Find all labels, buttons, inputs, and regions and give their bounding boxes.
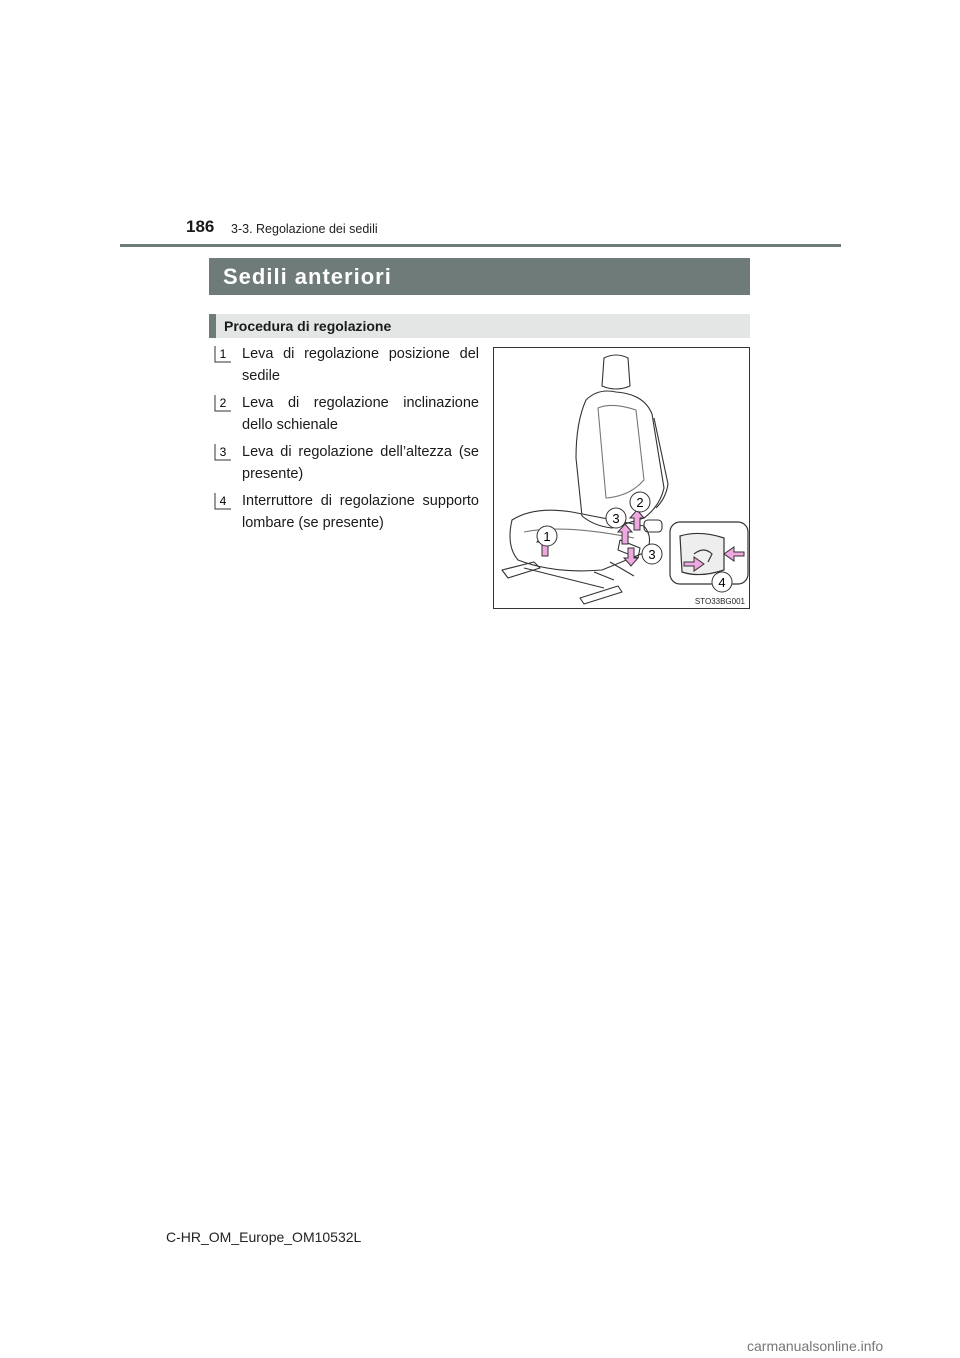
document-footer: C-HR_OM_Europe_OM10532L (166, 1229, 362, 1245)
step-number-badge (214, 345, 232, 363)
callout-4 (712, 572, 732, 592)
step-item (214, 392, 479, 436)
page-number: 186 (186, 217, 215, 236)
svg-text:3: 3 (648, 547, 656, 562)
seat-rail-shape (502, 562, 540, 578)
step-text: Leva di regolazione posizione del sedile (242, 346, 479, 384)
callout-3 (642, 544, 662, 564)
step-number-badge (214, 394, 232, 412)
arrow-left-icon (724, 547, 744, 561)
svg-text:3: 3 (219, 445, 227, 459)
figure-code: STO33BG001 (694, 597, 745, 606)
svg-text:1: 1 (543, 529, 551, 544)
step-item (214, 441, 479, 485)
subheading: Procedura di regolazione (209, 314, 750, 338)
step-item (214, 490, 479, 534)
backrest-shape (576, 391, 664, 528)
step-number-badge (214, 492, 232, 510)
section-title: Sedili anteriori (209, 258, 750, 295)
step-text: Leva di regolazione dell’altezza (se presente) (242, 444, 479, 482)
svg-text:4: 4 (718, 575, 726, 590)
step-text: Leva di regolazione inclinazione dello schienale (242, 395, 479, 433)
svg-text:2: 2 (636, 495, 644, 510)
step-item (214, 343, 479, 387)
callout-3 (606, 508, 626, 528)
svg-text:1: 1 (219, 347, 227, 361)
header-divider (120, 244, 841, 247)
arrow-up-icon (630, 510, 644, 530)
step-list (214, 343, 479, 539)
callout-2 (630, 492, 650, 512)
step-number-badge (214, 443, 232, 461)
watermark: carmanualsonline.info (747, 1338, 884, 1354)
step-text: Interruttore di regolazione supporto lombare (se presente) (242, 493, 479, 531)
svg-text:2: 2 (219, 396, 227, 410)
seat-drawing (494, 348, 749, 608)
headrest-shape (602, 355, 630, 389)
callout-1 (537, 526, 557, 546)
section-breadcrumb: 3-3. Regolazione dei sedili (231, 222, 378, 236)
svg-text:3: 3 (612, 511, 620, 526)
svg-text:4: 4 (219, 494, 227, 508)
seat-illustration (493, 347, 750, 609)
